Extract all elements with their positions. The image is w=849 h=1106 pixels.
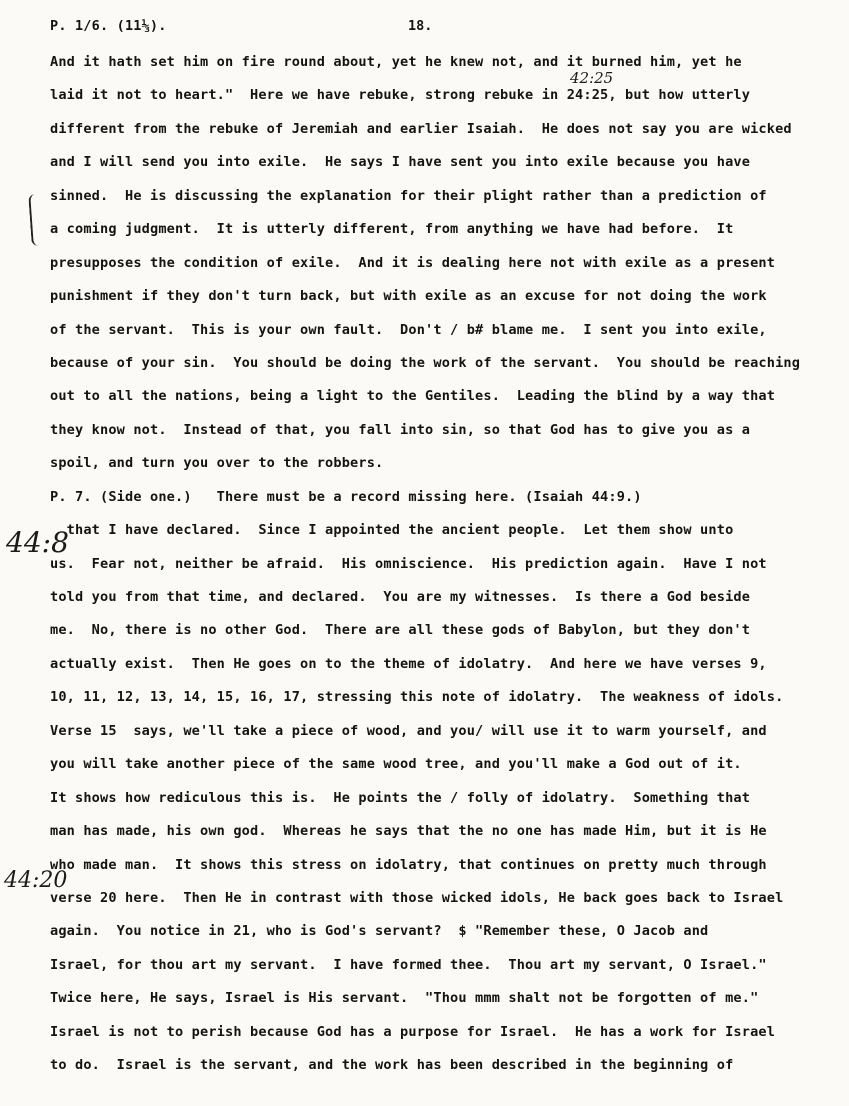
text-line: different from the rebuke of Jeremiah and earlier Isaiah. He does not say you are wicked: [50, 120, 792, 137]
text-line: you will take another piece of the same wood tree, and you'll make a God out of it.: [50, 756, 742, 773]
page-number: 18.: [408, 18, 433, 34]
text-line: actually exist. Then He goes on to the theme of idolatry. And here we have verses 9,: [50, 655, 767, 672]
text-line: that I have declared. Since I appointed the ancient people. Let them show unto: [50, 522, 734, 539]
text-line: punishment if they don't turn back, but with exile as an excuse for not doing the work: [50, 288, 767, 305]
handwritten-verse-note: 44:20: [4, 868, 68, 893]
text-line: and I will send you into exile. He says I have sent you into exile because you have: [50, 154, 751, 171]
handwritten-verse-note: 44:8: [6, 526, 69, 559]
text-line: It shows how rediculous this is. He points the / folly of idolatry. Something that: [50, 789, 751, 806]
text-line: verse 20 here. Then He in contrast with those wicked idols, He back goes back to Israel: [50, 889, 784, 906]
text-line: Twice here, He says, Israel is His servant. "Thou mmm shalt not be forgotten of me.": [50, 990, 759, 1007]
text-line: presupposes the condition of exile. And it is dealing here not with exile as a present: [50, 254, 776, 271]
handwritten-correction: 42:25: [570, 69, 614, 87]
text-line: spoil, and turn you over to the robbers.: [50, 455, 384, 472]
text-line: us. Fear not, neither be afraid. His omniscience. His prediction again. Have I not: [50, 555, 767, 572]
text-line: Israel, for thou art my servant. I have formed thee. Thou art my servant, O Israel.": [50, 956, 767, 973]
text-line: told you from that time, and declared. You are my witnesses. Is there a God beside: [50, 589, 751, 605]
text-line: of the servant. This is your own fault. Don't / b# blame me. I sent you into exile,: [50, 321, 767, 338]
section-heading-line: P. 7. (Side one.) There must be a record missing here. (Isaiah 44:9.): [50, 488, 642, 505]
text-line: to do. Israel is the servant, and the work has been described in the beginning of: [50, 1057, 734, 1074]
page-reference: P. 1/6. (11⅓).: [50, 18, 167, 34]
margin-bracket-mark: [28, 194, 44, 247]
text-line: me. No, there is no other God. There are all these gods of Babylon, but they don't: [50, 622, 751, 639]
text-line: And it hath set him on fire round about, yet he knew not, and it burned him, yet he: [50, 54, 742, 70]
text-line: 10, 11, 12, 13, 14, 15, 16, 17, stressing this note of idolatry. The weakness of idols.: [50, 689, 784, 706]
text-line: because of your sin. You should be doing the work of the servant. You should be reaching: [50, 354, 801, 371]
text-line: Israel is not to perish because God has a purpose for Israel. He has a work for Israel: [50, 1023, 776, 1040]
text-line: man has made, his own god. Whereas he says that the no one has made Him, but it is He: [50, 823, 767, 840]
text-line: laid it not to heart." Here we have rebuke, strong rebuke in 24:25, but how utterly: [50, 87, 751, 104]
text-line: Verse 15 says, we'll take a piece of wood, and you/ will use it to warm yourself, and: [50, 722, 767, 739]
typed-body-text: [50, 52, 820, 1089]
text-line: a coming judgment. It is utterly different, from anything we have had before. It: [50, 221, 734, 238]
text-line: sinned. He is discussing the explanation for their plight rather than a prediction of: [50, 187, 767, 204]
text-line: out to all the nations, being a light to the Gentiles. Leading the blind by a way that: [50, 388, 776, 405]
text-line: they know not. Instead of that, you fall into sin, so that God has to give you as a: [50, 421, 751, 438]
text-line: again. You notice in 21, who is God's servant? $ "Remember these, O Jacob and: [50, 923, 709, 940]
text-line: who made man. It shows this stress on idolatry, that continues on pretty much through: [50, 856, 767, 873]
page-header: [50, 18, 810, 44]
